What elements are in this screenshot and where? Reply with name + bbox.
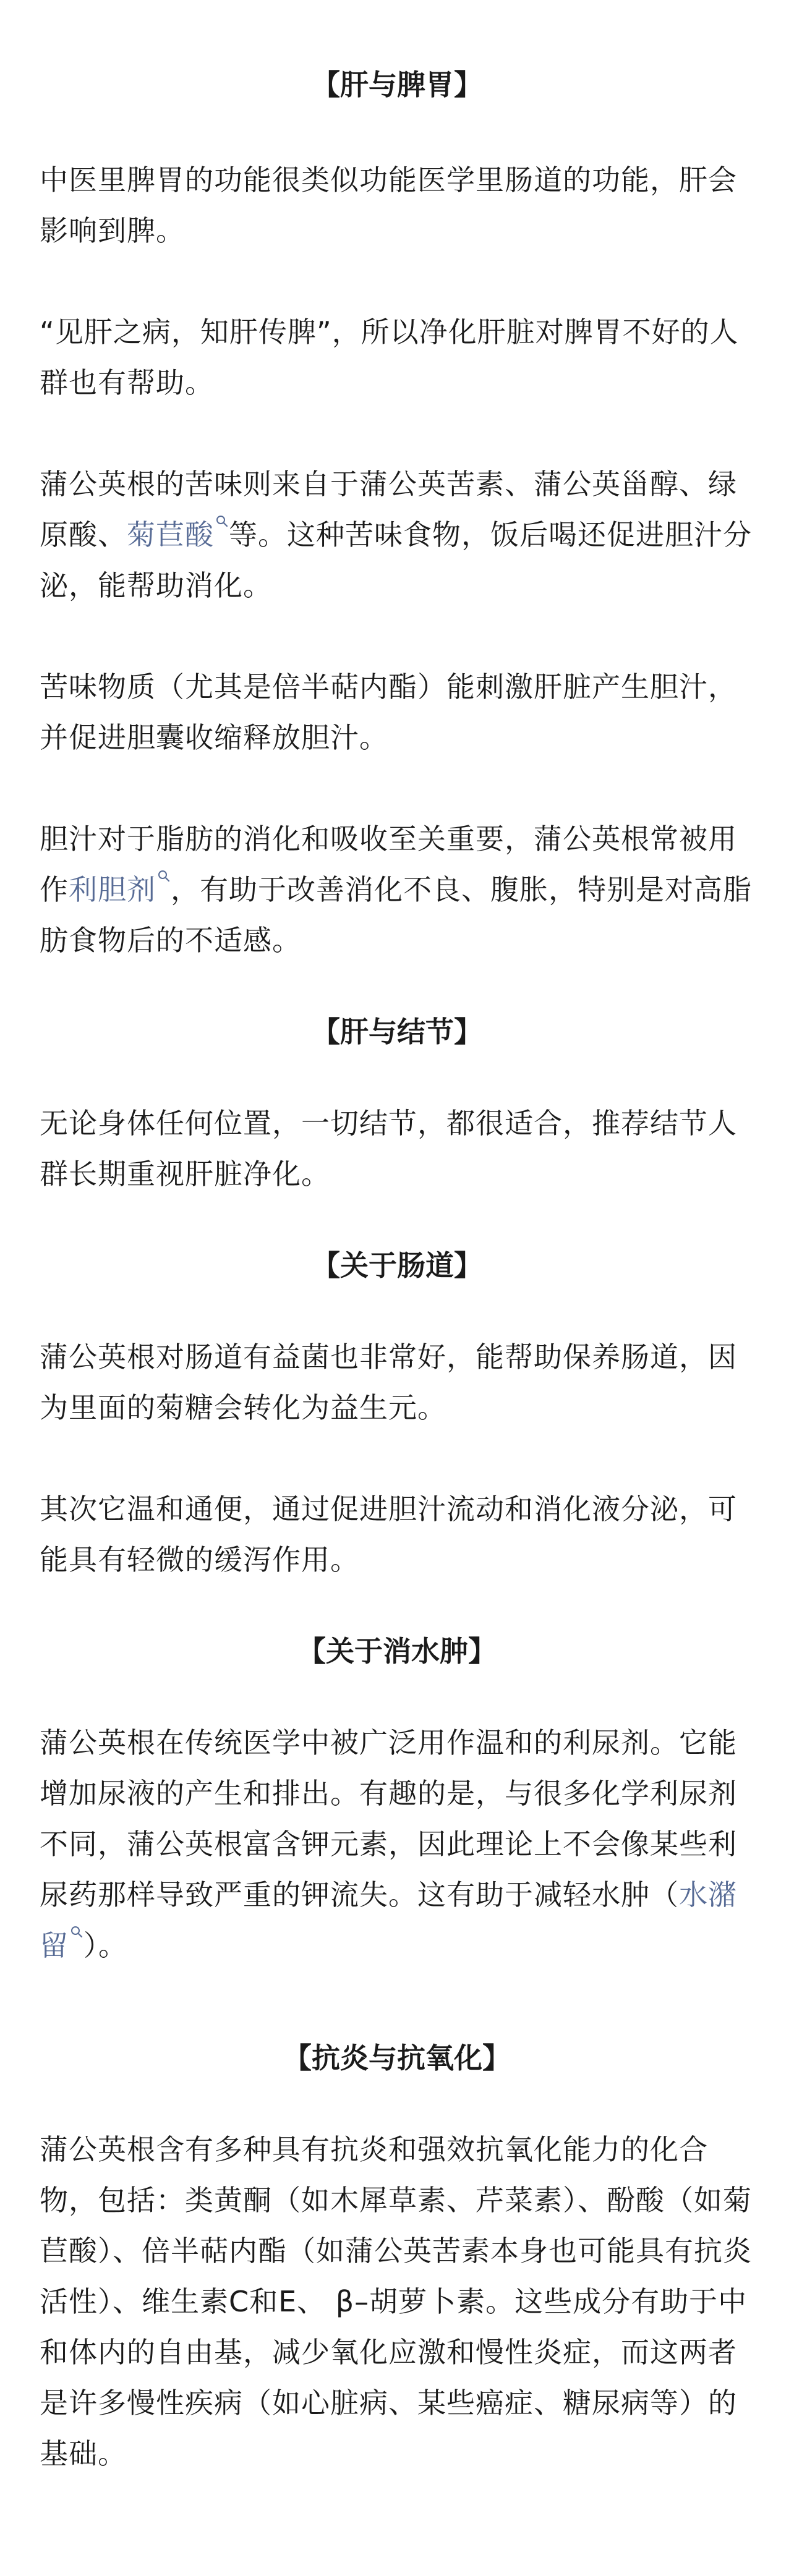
section-heading-intestine: 【关于肠道】 — [312, 1249, 482, 1282]
paragraph — [40, 814, 754, 966]
paragraph-text: 胆汁对于脂肪的消化和吸收至关重要，蒲公英根常被用作 — [40, 822, 737, 906]
paragraph-text: ）。 — [83, 1929, 127, 1962]
section-heading-edema: 【关于消水肿】 — [297, 1634, 497, 1668]
paragraph: 蒲公英根含有多种具有抗炎和强效抗氧化能力的化合物，包括：类黄酮（如木犀草素、芹菜素）、酚酸（如菊苣酸）、倍半萜内酯（如蒲公英苦素本身也可能具有抗炎活性）、维生素C和E、 β–胡萝卜素。这些成分有助于中和体内的自由基，减少氧化应激和慢性炎症，而这两者是许多慢性疾病（如心脏病、某些癌症、糖尿病等）的基础。 — [40, 2133, 752, 2470]
paragraph — [40, 459, 754, 611]
term-link-choleretic[interactable] — [69, 873, 171, 906]
term-link-label: 菊苣酸 — [127, 518, 214, 551]
paragraph: 中医里脾胃的功能很类似功能医学里肠道的功能，肝会影响到脾。 — [40, 163, 737, 247]
paragraph-text: 等。这种苦味食物，饭后喝还促进胆汁分泌，能帮助消化。 — [40, 518, 752, 602]
search-icon — [157, 869, 171, 883]
paragraph: 其次它温和通便，通过促进胆汁流动和消化液分泌，可能具有轻微的缓泻作用。 — [40, 1492, 737, 1576]
paragraph: 无论身体任何位置，一切结节，都很适合，推荐结节人群长期重视肝脏净化。 — [40, 1107, 737, 1191]
paragraph: 蒲公英根对肠道有益菌也非常好，能帮助保养肠道，因为里面的菊糖会转化为益生元。 — [40, 1340, 737, 1424]
paragraph-text: ，有助于改善消化不良、腹胀，特别是对高脂肪食物后的不适感。 — [40, 873, 752, 957]
paragraph: 苦味物质（尤其是倍半萜内酯）能刺激肝脏产生胆汁，并促进胆囊收缩释放胆汁。 — [40, 670, 737, 754]
paragraph-text: 蒲公英根的苦味则来自于蒲公英苦素、蒲公英甾醇、绿原酸、 — [40, 467, 737, 551]
section-heading-anti-inflammation: 【抗炎与抗氧化】 — [283, 2041, 511, 2075]
section-heading-liver-nodules: 【肝与结节】 — [312, 1015, 482, 1048]
term-link-chicoric-acid[interactable] — [127, 518, 229, 551]
paragraph — [40, 1717, 754, 1971]
term-link-label: 水潴留 — [40, 1878, 737, 1962]
term-link-label: 利胆剂 — [69, 873, 156, 906]
search-icon — [215, 514, 229, 528]
search-icon — [70, 1925, 83, 1939]
paragraph-text: 蒲公英根在传统医学中被广泛用作温和的利尿剂。它能增加尿液的产生和排出。有趣的是，与很多化学利尿剂不同，蒲公英根富含钾元素，因此理论上不会像某些利尿药那样导致严重的钾流失。这有助于减轻水肿（ — [40, 1726, 737, 1911]
section-heading-liver-spleen: 【肝与脾胃】 — [312, 68, 482, 101]
paragraph: “见肝之病，知肝传脾”，所以净化肝脏对脾胃不好的人群也有帮助。 — [40, 315, 739, 399]
